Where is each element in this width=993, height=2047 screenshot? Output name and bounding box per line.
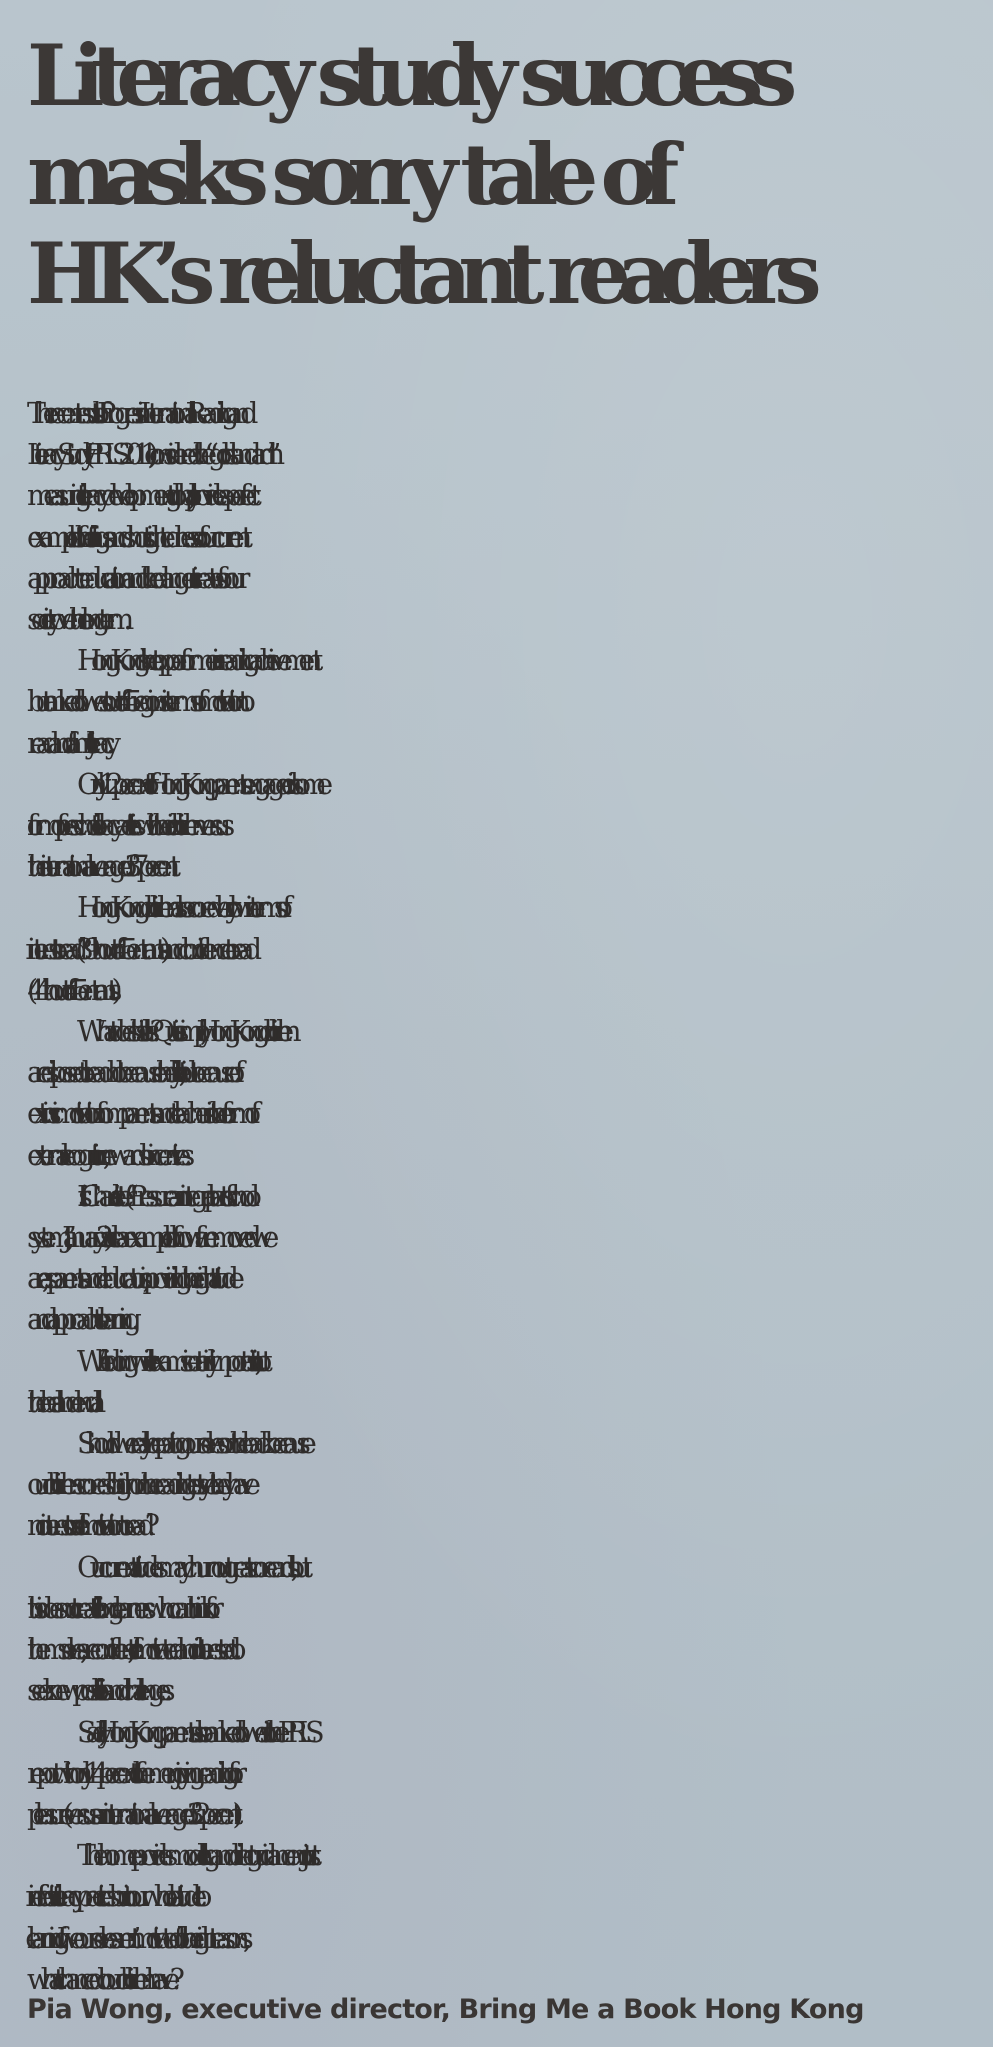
paragraph-line: themselves, are confident, self-motivated and interested to [27, 1633, 236, 1667]
headline-line: Literacy study success [27, 26, 784, 125]
paragraph-line: Only 12 per cent of Hong Kong parents engaged in some [77, 767, 323, 801]
paragraph-line: interest to read (39th out of 45 entrants) and confidence to read [27, 932, 252, 966]
headline [27, 26, 987, 323]
paragraph-line: the be all and end all. [27, 1385, 90, 1419]
paragraph [27, 1423, 989, 1547]
headline-line: HK’s reluctant readers [27, 224, 809, 323]
paragraph-line: approach to education and the dangers it creates for our [27, 561, 240, 595]
paragraph-line: are, as parents and educators, in providing the right attitude [27, 1262, 235, 1296]
paragraph-line: read and family literacy. [27, 726, 105, 760]
paragraph [27, 640, 989, 764]
paragraph-line: report with only 14 per cent of them enjoying reading for [27, 1756, 237, 1790]
paragraph-line: Our current attitudes may churn out great score cards, but [77, 1550, 303, 1584]
paragraph-line: form of pre-school literacy activities with their children versus [27, 809, 225, 843]
paragraph-line: (44th out of 45 entrants). [27, 973, 110, 1007]
paragraph-line: Hong Kong is the top performer in reading achievement [77, 644, 313, 678]
paragraph-line: Hong Kong children also scored very low in terms of [77, 891, 282, 925]
paragraph-line: seek new possibilities and challenges. [27, 1674, 163, 1708]
paragraph-line: the international average of 37 per cent. [27, 850, 169, 884]
paragraph-line: no interest or self-motivation to read? [27, 1509, 150, 1543]
paragraph-line: extrinsic motivation from parents and teachers in the form of [27, 1097, 250, 1131]
paragraph-line: learning. If we ourselves aren’t motivated for the right reasons, [27, 1921, 242, 1955]
paragraph-line: Literacy Study (PIRLS 2011), considered the “gold standard” in [27, 438, 275, 472]
paragraph [27, 1712, 989, 1836]
paragraph [27, 1835, 989, 2000]
paragraph-line: what chance do our children have? [27, 1962, 175, 1996]
paragraph-line: system”, January 2) is a clear example of how far removed we [27, 1221, 269, 1255]
article-body [27, 393, 989, 2000]
paragraph-line: measuring literacy development globally, provides a perfect [27, 479, 251, 513]
paragraph [27, 1176, 989, 1341]
paragraph [27, 393, 989, 640]
byline: Pia Wong, executive director, Bring Me a Book Hong Kong [27, 1994, 864, 2025]
paragraph-line: in effective literacy practices but in our whole attitude to [27, 1880, 202, 1914]
paragraph-line: are disposed to read not because they like it, but because of [27, 1056, 235, 1090]
paragraph-line: pleasure (versus an international average of 32 per cent). [27, 1797, 231, 1831]
headline-line: masks sorry tale of [27, 125, 666, 224]
paragraph-line: but ranked lowest out of 45 regions in terms of motivation to [27, 685, 246, 719]
paragraph-line: example of the failings and short-sightedness of our current [27, 520, 243, 554]
paragraph-line: society over the long term. [27, 603, 122, 637]
paragraph-line: While doing well in exams is certainly important, it is not [77, 1344, 262, 1378]
paragraph-line: Should we really be patting ourselves on the back because [77, 1427, 306, 1461]
paragraph-line: this does not create lifelong learners who can think for [27, 1591, 213, 1625]
paragraph-line: The home provides modelling and direct guidance not just [77, 1839, 312, 1873]
paragraph-line: Sadly, Hong Kong parents also ranked lowest in the PIRLS [77, 1715, 314, 1749]
paragraph [27, 1341, 989, 1423]
paragraph-line: our children scored so high on the reading tests yet they have [27, 1468, 251, 1502]
paragraph [27, 887, 989, 1011]
paragraph-line: What does this tell us? Quite simply, Hong Kong children [77, 1015, 291, 1049]
paragraph [27, 1547, 989, 1712]
paragraph-line: Iris Chan’s letter (“Pressure an integral part of school [77, 1179, 250, 1213]
paragraph-line: The recent results of Progress in International Reading and [27, 397, 248, 430]
paragraph [27, 1011, 989, 1176]
paragraph [27, 764, 989, 888]
paragraph-line: and approach to learning. [27, 1303, 130, 1337]
paragraph-line: external recognition, rewards or incentives. [27, 1138, 183, 1172]
